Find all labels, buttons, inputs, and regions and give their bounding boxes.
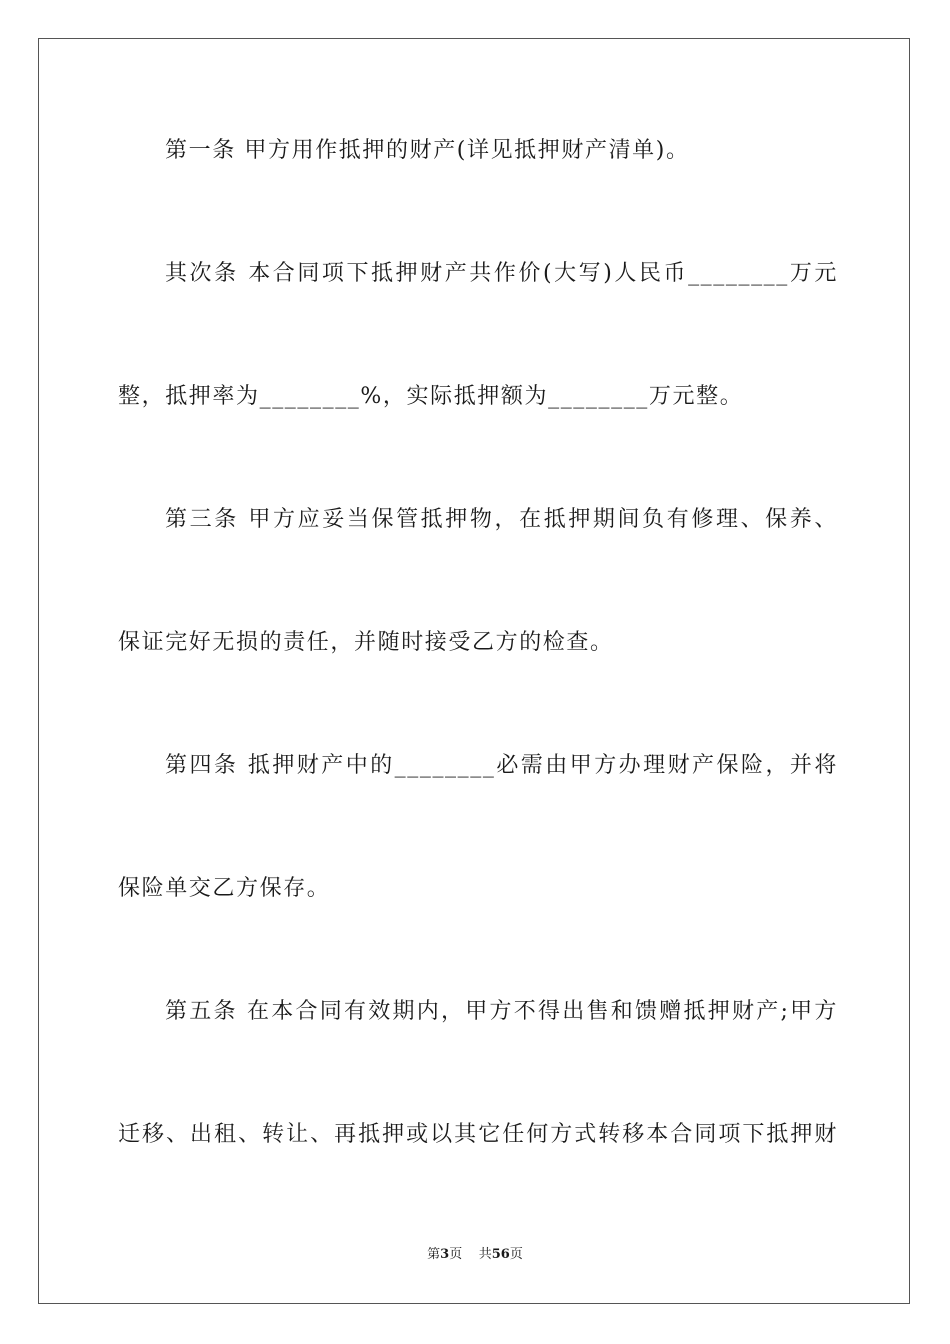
paragraph-line-2: 其次条 本合同项下抵押财产共作价(大写)人民币________万元 — [165, 261, 838, 286]
footer-total-pages: 56 — [491, 1247, 510, 1262]
paragraph-line-1: 第一条 甲方用作抵押的财产(详见抵押财产清单)。 — [165, 138, 690, 163]
paragraph-line-6: 第四条 抵押财产中的________必需由甲方办理财产保险，并将 — [165, 753, 838, 778]
footer-total-suffix: 页 — [509, 1247, 523, 1262]
paragraph-line-9: 迁移、出租、转让、再抵押或以其它任何方式转移本合同项下抵押财 — [118, 1122, 838, 1147]
footer-page-prefix: 第 — [427, 1247, 441, 1262]
paragraph-line-3: 整，抵押率为________%，实际抵押额为________万元整。 — [118, 384, 744, 409]
paragraph-line-4: 第三条 甲方应妥当保管抵押物，在抵押期间负有修理、保养、 — [165, 507, 838, 532]
paragraph-line-5: 保证完好无损的责任，并随时接受乙方的检查。 — [118, 630, 614, 655]
page-footer — [0, 1246, 950, 1264]
footer-total-prefix: 共 — [478, 1247, 492, 1262]
footer-page-suffix: 页 — [449, 1247, 463, 1262]
paragraph-line-8: 第五条 在本合同有效期内，甲方不得出售和馈赠抵押财产;甲方 — [165, 999, 838, 1024]
paragraph-line-7: 保险单交乙方保存。 — [118, 876, 331, 901]
page-frame — [38, 38, 910, 1304]
footer-page-number: 3 — [440, 1247, 450, 1262]
